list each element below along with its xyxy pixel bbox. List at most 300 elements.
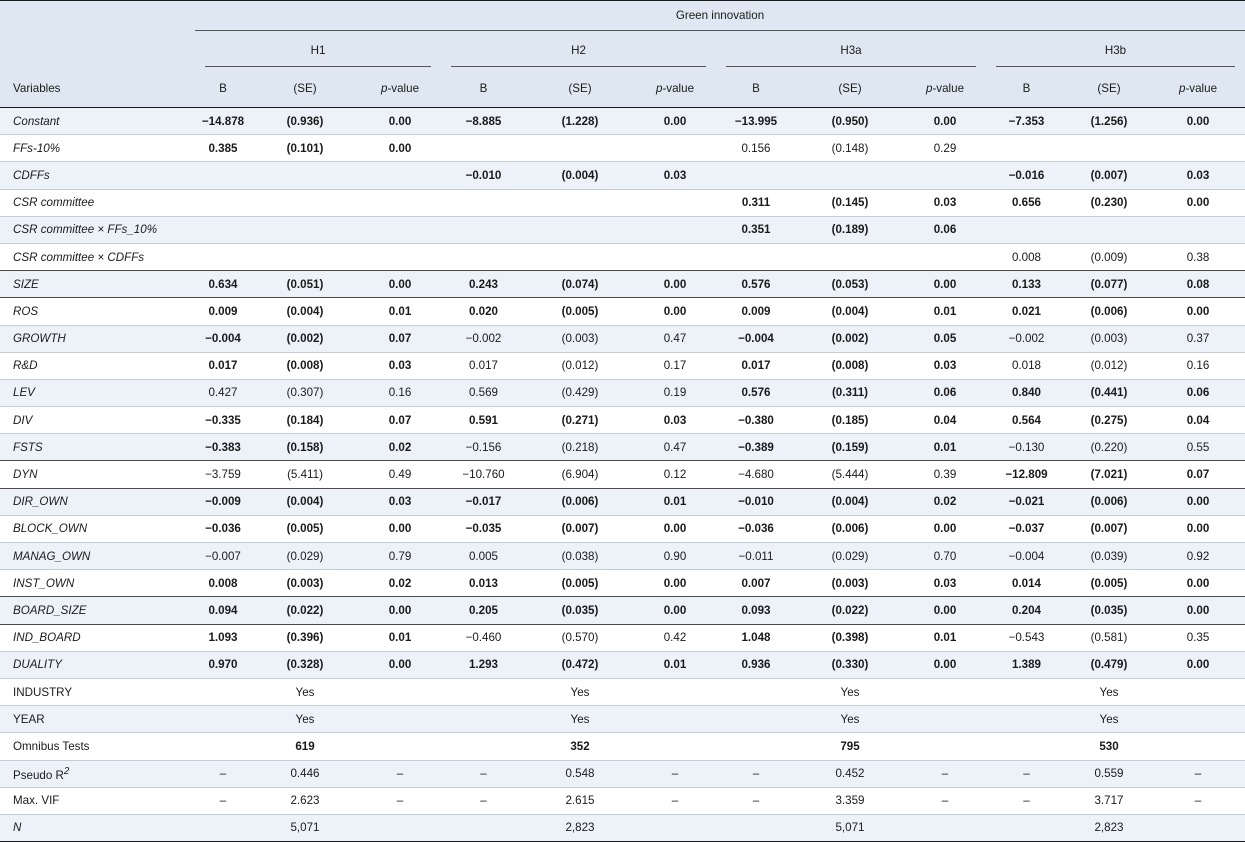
pvalue-cell: 0.00 [1151, 488, 1245, 515]
coef-cell: −14.878 [195, 108, 251, 135]
coef-cell: −0.156 [441, 434, 526, 461]
variable-label-text: INDUSTRY [13, 685, 73, 699]
coef-cell: 0.007 [716, 570, 796, 597]
coef-cell: −0.017 [441, 488, 526, 515]
se-cell: (0.008) [251, 352, 359, 379]
pvalue-cell: 0.47 [634, 325, 716, 352]
coef-cell [195, 814, 251, 841]
coef-cell: – [986, 787, 1067, 814]
se-cell: (0.218) [526, 434, 634, 461]
pvalue-cell: 0.47 [634, 434, 716, 461]
variable-label-text: CSR committee [13, 196, 95, 210]
pvalue-cell: 0.00 [904, 108, 986, 135]
se-cell: Yes [1067, 706, 1151, 733]
coef-cell [195, 706, 251, 733]
pvalue-cell: 0.35 [1151, 624, 1245, 651]
pvalue-cell [359, 162, 441, 189]
se-cell: (0.429) [526, 379, 634, 406]
coef-cell: 0.017 [716, 352, 796, 379]
coef-cell: 0.156 [716, 135, 796, 162]
coef-cell: −8.885 [441, 108, 526, 135]
pvalue-cell [904, 162, 986, 189]
se-cell: 3.717 [1067, 787, 1151, 814]
se-cell: (0.003) [1067, 325, 1151, 352]
se-cell: (0.275) [1067, 407, 1151, 434]
se-cell: (0.012) [526, 352, 634, 379]
se-cell: (0.936) [251, 108, 359, 135]
table-row [0, 325, 1245, 352]
se-cell: 0.446 [251, 760, 359, 787]
se-cell: (0.185) [796, 407, 904, 434]
variable-label [0, 407, 195, 434]
table-row [0, 189, 1245, 216]
header-row-hypotheses [0, 31, 1245, 69]
coef-cell [986, 216, 1067, 243]
se-cell: (0.022) [251, 597, 359, 624]
pvalue-cell: 0.00 [359, 515, 441, 542]
variable-label-text: DIV [13, 413, 33, 427]
coef-cell: 1.293 [441, 651, 526, 678]
se-cell: (0.004) [796, 298, 904, 325]
table-row [0, 515, 1245, 542]
variable-label [0, 733, 195, 760]
pvalue-cell: 0.55 [1151, 434, 1245, 461]
se-cell [526, 216, 634, 243]
pvalue-header [359, 69, 441, 108]
variable-label [0, 488, 195, 515]
se-cell: (1.228) [526, 108, 634, 135]
se-cell: 2.623 [251, 787, 359, 814]
se-cell: 5,071 [796, 814, 904, 841]
variable-label [0, 434, 195, 461]
coef-cell [441, 814, 526, 841]
pvalue-cell: 0.16 [359, 379, 441, 406]
pvalue-cell [634, 189, 716, 216]
hyp-label-h3a: H3a [726, 34, 976, 67]
pvalue-cell: 0.02 [359, 434, 441, 461]
coef-cell: 0.576 [716, 379, 796, 406]
pvalue-cell: 0.16 [1151, 352, 1245, 379]
se-cell: (0.148) [796, 135, 904, 162]
variable-label-text: DYN [13, 468, 38, 482]
header-blank-2 [0, 31, 195, 69]
se-cell [796, 243, 904, 270]
variable-label-text: GROWTH [13, 332, 66, 346]
pvalue-cell: 0.07 [359, 407, 441, 434]
se-cell: Yes [1067, 678, 1151, 705]
hyp-label-h1: H1 [205, 34, 431, 67]
header-blank [0, 1, 195, 32]
se-cell: (0.581) [1067, 624, 1151, 651]
se-cell: (0.330) [796, 651, 904, 678]
pvalue-cell: 0.00 [634, 597, 716, 624]
coef-cell [441, 216, 526, 243]
coef-cell: – [986, 760, 1067, 787]
coef-cell: 1.048 [716, 624, 796, 651]
b-header: B [219, 81, 227, 95]
coef-cell: 0.564 [986, 407, 1067, 434]
coef-cell: −0.004 [716, 325, 796, 352]
coef-cell: 0.634 [195, 271, 251, 298]
coef-cell: 0.204 [986, 597, 1067, 624]
pvalue-cell: 0.03 [634, 407, 716, 434]
se-cell: 2.615 [526, 787, 634, 814]
coef-cell: 0.243 [441, 271, 526, 298]
table-row [0, 543, 1245, 570]
coef-cell [441, 135, 526, 162]
table-row [0, 271, 1245, 298]
se-cell: (0.101) [251, 135, 359, 162]
pvalue-cell: 0.02 [359, 570, 441, 597]
coef-cell [195, 678, 251, 705]
se-cell: (0.004) [796, 488, 904, 515]
se-cell: (0.007) [1067, 162, 1151, 189]
variable-label-text: CDFFs [13, 168, 50, 182]
variable-label [0, 325, 195, 352]
coef-cell: 0.005 [441, 543, 526, 570]
pvalue-cell [359, 243, 441, 270]
pvalue-cell [904, 243, 986, 270]
coef-cell: −7.353 [986, 108, 1067, 135]
hyp-h3a [716, 31, 986, 69]
pvalue-cell [634, 814, 716, 841]
pvalue-cell: 0.00 [634, 515, 716, 542]
hyp-label-h3b: H3b [996, 34, 1235, 67]
variable-label [0, 787, 195, 814]
coef-cell: 0.576 [716, 271, 796, 298]
se-cell: Yes [526, 706, 634, 733]
pvalue-cell: 0.00 [1151, 570, 1245, 597]
pvalue-cell [359, 678, 441, 705]
variable-label [0, 597, 195, 624]
coef-cell [716, 678, 796, 705]
coef-cell [716, 162, 796, 189]
variable-label [0, 760, 195, 787]
variable-label-text: IND_BOARD [13, 631, 81, 645]
coef-cell: 0.014 [986, 570, 1067, 597]
se-cell: (6.904) [526, 461, 634, 488]
pvalue-cell: 0.92 [1151, 543, 1245, 570]
se-cell [251, 216, 359, 243]
coef-cell: −0.335 [195, 407, 251, 434]
coef-cell [986, 678, 1067, 705]
pvalue-cell [1151, 678, 1245, 705]
se-cell: 0.548 [526, 760, 634, 787]
group-title-text: Green innovation [195, 1, 1245, 31]
pvalue-cell: 0.01 [634, 651, 716, 678]
pvalue-cell: – [634, 787, 716, 814]
variable-label [0, 570, 195, 597]
pvalue-cell [904, 678, 986, 705]
variables-header: Variables [13, 81, 61, 95]
pvalue-header [904, 69, 986, 108]
pvalue-cell: 0.00 [634, 108, 716, 135]
pvalue-cell: 0.07 [1151, 461, 1245, 488]
pvalue-cell: 0.00 [904, 651, 986, 678]
coef-cell: 0.009 [195, 298, 251, 325]
coef-cell: −0.010 [441, 162, 526, 189]
coef-cell: 0.017 [195, 352, 251, 379]
se-cell: (0.003) [526, 325, 634, 352]
se-cell: (5.444) [796, 461, 904, 488]
se-cell [251, 162, 359, 189]
pvalue-cell: 0.04 [1151, 407, 1245, 434]
se-cell: (0.005) [526, 298, 634, 325]
se-cell: (0.158) [251, 434, 359, 461]
se-cell: (0.004) [251, 488, 359, 515]
table-row [0, 597, 1245, 624]
coef-cell: −0.009 [195, 488, 251, 515]
coef-cell [716, 814, 796, 841]
se-cell: (0.396) [251, 624, 359, 651]
variable-label [0, 135, 195, 162]
se-cell: (0.472) [526, 651, 634, 678]
se-cell: Yes [251, 706, 359, 733]
coef-cell: – [716, 787, 796, 814]
se-cell: (0.002) [796, 325, 904, 352]
pvalue-cell: 0.00 [359, 108, 441, 135]
table-row [0, 352, 1245, 379]
coef-cell: −0.002 [986, 325, 1067, 352]
variable-label-text: DIR_OWN [13, 495, 68, 509]
pvalue-cell: 0.00 [1151, 108, 1245, 135]
se-cell: (0.008) [796, 352, 904, 379]
pvalue-cell: 0.01 [634, 488, 716, 515]
table-row [0, 216, 1245, 243]
se-cell: (0.009) [1067, 243, 1151, 270]
variable-label [0, 216, 195, 243]
variable-label-text: CSR committee × CDFFs [13, 250, 145, 264]
coef-cell: 0.094 [195, 597, 251, 624]
variable-label-text: MANAG_OWN [13, 549, 91, 563]
se-cell: (0.006) [526, 488, 634, 515]
variable-label [0, 461, 195, 488]
coef-cell [441, 733, 526, 760]
pvalue-cell: 0.00 [359, 651, 441, 678]
pvalue-cell [359, 189, 441, 216]
se-header: (SE) [1097, 81, 1121, 95]
variable-label-text: N [13, 821, 22, 835]
pvalue-cell: 0.12 [634, 461, 716, 488]
pvalue-cell [634, 678, 716, 705]
coef-cell [986, 733, 1067, 760]
se-cell: 530 [1067, 733, 1151, 760]
pvalue-cell [1151, 733, 1245, 760]
se-cell [251, 243, 359, 270]
coef-cell [195, 189, 251, 216]
pvalue-cell [634, 135, 716, 162]
pvalue-cell: 0.29 [904, 135, 986, 162]
coef-cell: −3.759 [195, 461, 251, 488]
coef-cell: −0.021 [986, 488, 1067, 515]
table-row [0, 434, 1245, 461]
variable-label-superscript: 2 [63, 765, 70, 777]
variable-label [0, 298, 195, 325]
se-cell: (0.039) [1067, 543, 1151, 570]
pvalue-cell: 0.08 [1151, 271, 1245, 298]
pvalue-cell [1151, 135, 1245, 162]
se-cell: 619 [251, 733, 359, 760]
se-cell: (1.256) [1067, 108, 1151, 135]
variable-label [0, 678, 195, 705]
table-row [0, 162, 1245, 189]
coef-cell: 0.093 [716, 597, 796, 624]
coef-cell: −0.380 [716, 407, 796, 434]
pvalue-cell: 0.03 [904, 570, 986, 597]
se-cell: (0.007) [526, 515, 634, 542]
pvalue-cell: 0.00 [904, 515, 986, 542]
se-cell: (0.004) [251, 298, 359, 325]
se-cell: (0.038) [526, 543, 634, 570]
coef-cell [441, 678, 526, 705]
se-cell: Yes [796, 678, 904, 705]
coef-cell [441, 189, 526, 216]
table-row [0, 108, 1245, 135]
se-cell: 795 [796, 733, 904, 760]
variable-label-text: FSTS [13, 440, 43, 454]
table-row [0, 651, 1245, 678]
se-cell: (0.570) [526, 624, 634, 651]
se-cell: (0.328) [251, 651, 359, 678]
pvalue-cell [1151, 216, 1245, 243]
table-row [0, 243, 1245, 270]
pvalue-cell: 0.00 [1151, 298, 1245, 325]
hyp-h3b [986, 31, 1245, 69]
coef-cell: −0.460 [441, 624, 526, 651]
hyp-label-h2: H2 [451, 34, 706, 67]
pvalue-cell: 0.02 [904, 488, 986, 515]
coef-cell: 0.013 [441, 570, 526, 597]
se-cell [1067, 216, 1151, 243]
se-cell: (0.271) [526, 407, 634, 434]
variable-label-text: SIZE [13, 277, 39, 291]
se-cell: Yes [526, 678, 634, 705]
pvalue-cell: 0.01 [904, 624, 986, 651]
pvalue-cell [904, 733, 986, 760]
pvalue-cell: 0.01 [904, 434, 986, 461]
variable-label [0, 543, 195, 570]
se-cell [526, 189, 634, 216]
pvalue-cell: 0.00 [634, 570, 716, 597]
pvalue-cell: 0.17 [634, 352, 716, 379]
se-cell: (0.074) [526, 271, 634, 298]
pvalue-cell: 0.70 [904, 543, 986, 570]
pvalue-cell: 0.39 [904, 461, 986, 488]
coef-cell [441, 706, 526, 733]
se-cell: (7.021) [1067, 461, 1151, 488]
se-cell: (0.007) [1067, 515, 1151, 542]
coef-cell: – [716, 760, 796, 787]
se-cell: 3.359 [796, 787, 904, 814]
se-cell: (0.398) [796, 624, 904, 651]
se-cell: (5.411) [251, 461, 359, 488]
coef-cell: −0.004 [195, 325, 251, 352]
variable-label-text: Max. VIF [13, 794, 60, 808]
pvalue-cell: – [904, 760, 986, 787]
table-row [0, 407, 1245, 434]
se-cell: 2,823 [1067, 814, 1151, 841]
coef-cell [195, 733, 251, 760]
se-cell [796, 162, 904, 189]
se-cell: (0.005) [526, 570, 634, 597]
coef-cell [195, 162, 251, 189]
b-header: B [1022, 81, 1031, 95]
pvalue-cell: 0.00 [359, 597, 441, 624]
pvalue-rest: -value [387, 81, 420, 95]
coef-cell: 0.427 [195, 379, 251, 406]
coef-cell: −0.383 [195, 434, 251, 461]
se-cell: (0.005) [251, 515, 359, 542]
variable-label-text: CSR committee × FFs_10% [13, 223, 157, 237]
pvalue-cell: 0.07 [359, 325, 441, 352]
se-cell: Yes [796, 706, 904, 733]
pvalue-cell: 0.03 [1151, 162, 1245, 189]
se-header: (SE) [293, 81, 317, 95]
se-cell: (0.006) [796, 515, 904, 542]
variable-label-text: ROS [13, 304, 39, 318]
pvalue-cell: 0.04 [904, 407, 986, 434]
pvalue-rest: -value [662, 81, 695, 95]
b-header: B [752, 81, 760, 95]
coef-cell: −0.004 [986, 543, 1067, 570]
pvalue-cell: 0.06 [1151, 379, 1245, 406]
pvalue-cell [634, 733, 716, 760]
table-row [0, 488, 1245, 515]
pvalue-cell [634, 216, 716, 243]
pvalue-cell [1151, 814, 1245, 841]
pvalue-cell: 0.00 [634, 271, 716, 298]
pvalue-cell [359, 706, 441, 733]
se-cell: (0.053) [796, 271, 904, 298]
se-cell: 0.559 [1067, 760, 1151, 787]
variable-label-text: LEV [13, 386, 35, 400]
pvalue-cell: – [904, 787, 986, 814]
table-row [0, 624, 1245, 651]
pvalue-cell: 0.03 [359, 488, 441, 515]
variable-label-text: FFs-10% [13, 141, 61, 155]
coef-cell: −0.016 [986, 162, 1067, 189]
coef-cell [986, 135, 1067, 162]
pvalue-rest: -value [932, 81, 965, 95]
coef-cell: −12.809 [986, 461, 1067, 488]
coef-cell: −0.543 [986, 624, 1067, 651]
pvalue-cell: 0.37 [1151, 325, 1245, 352]
table-row [0, 787, 1245, 814]
se-cell: (0.307) [251, 379, 359, 406]
se-cell: (0.035) [1067, 597, 1151, 624]
table-row [0, 706, 1245, 733]
coef-cell: 0.017 [441, 352, 526, 379]
se-cell: (0.145) [796, 189, 904, 216]
pvalue-cell: 0.00 [904, 597, 986, 624]
coef-cell: 0.840 [986, 379, 1067, 406]
variable-label [0, 162, 195, 189]
se-cell: 2,823 [526, 814, 634, 841]
hyp-h1 [195, 31, 441, 69]
pvalue-header [634, 69, 716, 108]
header-row-group [0, 1, 1245, 32]
coef-cell [716, 243, 796, 270]
se-cell: (0.950) [796, 108, 904, 135]
coef-cell: 0.936 [716, 651, 796, 678]
se-cell: (0.230) [1067, 189, 1151, 216]
variable-label-text: R&D [13, 359, 38, 373]
pvalue-italic-p: p [1178, 81, 1186, 95]
se-cell: 352 [526, 733, 634, 760]
variable-label [0, 271, 195, 298]
pvalue-cell: 0.06 [904, 216, 986, 243]
se-cell: (0.029) [251, 543, 359, 570]
